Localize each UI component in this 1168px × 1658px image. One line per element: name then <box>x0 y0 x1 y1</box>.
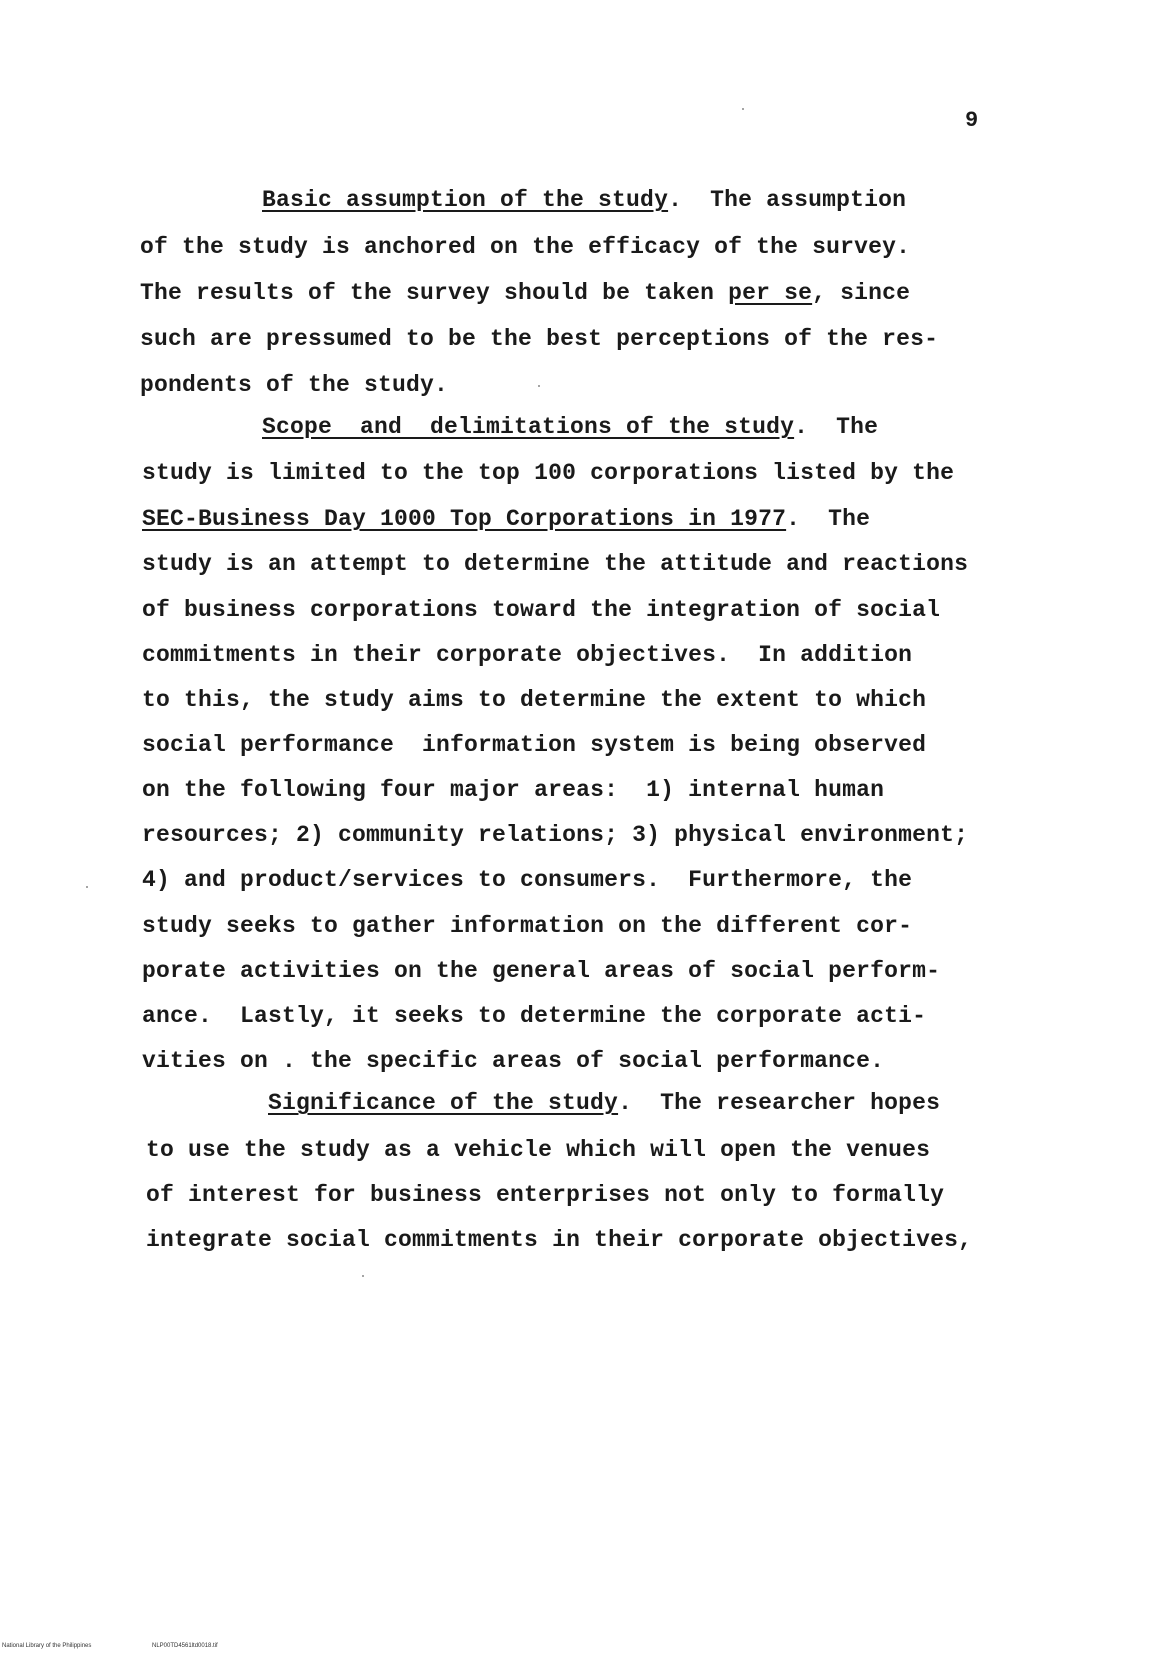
scope-line-13: porate activities on the general areas of social perform- <box>142 958 941 984</box>
scope-line-2: study is limited to the top 100 corporations listed by the <box>142 460 955 486</box>
scope-line-12: study seeks to gather information on the different cor- <box>142 913 913 939</box>
scope-line-10: resources; 2) community relations; 3) physical environment; <box>142 822 969 848</box>
scope-line-11: 4) and product/services to consumers. Furthermore, the <box>142 867 913 893</box>
basic-line-1: Basic assumption of the study. The assumption <box>262 187 907 213</box>
scope-line-3: SEC-Business Day 1000 Top Corporations in 1977. The <box>142 506 871 532</box>
significance-line-3: of interest for business enterprises not only to formally <box>146 1182 945 1208</box>
scope-line-14: ance. Lastly, it seeks to determine the corporate acti- <box>142 1003 927 1029</box>
significance-line-1: Significance of the study. The researcher hopes <box>268 1090 941 1116</box>
scan-speck <box>742 108 744 110</box>
scope-line-6: commitments in their corporate objectives. In addition <box>142 642 913 668</box>
significance-line-4: integrate social commitments in their corporate objectives, <box>146 1227 973 1253</box>
sec-title: SEC-Business Day 1000 Top Corporations in 1977 <box>142 506 787 532</box>
scope-line-4: study is an attempt to determine the attitude and reactions <box>142 551 969 577</box>
page-number: 9 <box>965 108 979 133</box>
scan-speck <box>86 886 88 888</box>
scan-speck <box>362 1275 364 1277</box>
basic-line-4: such are pressumed to be the best perceptions of the res- <box>140 326 939 352</box>
scope-line-7: to this, the study aims to determine the extent to which <box>142 687 927 713</box>
basic-heading: Basic assumption of the study <box>262 187 669 213</box>
scope-line-1: Scope and delimitations of the study. The <box>262 414 879 440</box>
scope-line-9: on the following four major areas: 1) internal human <box>142 777 885 803</box>
scan-speck <box>538 385 540 387</box>
significance-heading: Significance of the study <box>268 1090 619 1116</box>
basic-line-2: of the study is anchored on the efficacy of the survey. <box>140 234 911 260</box>
scope-heading: Scope and delimitations of the study <box>262 414 795 440</box>
scope-line-8: social performance information system is being observed <box>142 732 927 758</box>
scope-line-5: of business corporations toward the integration of social <box>142 597 941 623</box>
basic-line-3: The results of the survey should be taken per se, since <box>140 280 911 306</box>
footer-library: National Library of the Philippines <box>2 1643 92 1649</box>
footer-file: NLP00TD4561ltd0018.tif <box>152 1643 218 1649</box>
per-se-emphasis: per se <box>728 280 813 306</box>
scope-line-15: vities on . the specific areas of social performance. <box>142 1048 885 1074</box>
basic-line-5: pondents of the study. <box>140 372 449 398</box>
significance-line-2: to use the study as a vehicle which will open the venues <box>146 1137 931 1163</box>
